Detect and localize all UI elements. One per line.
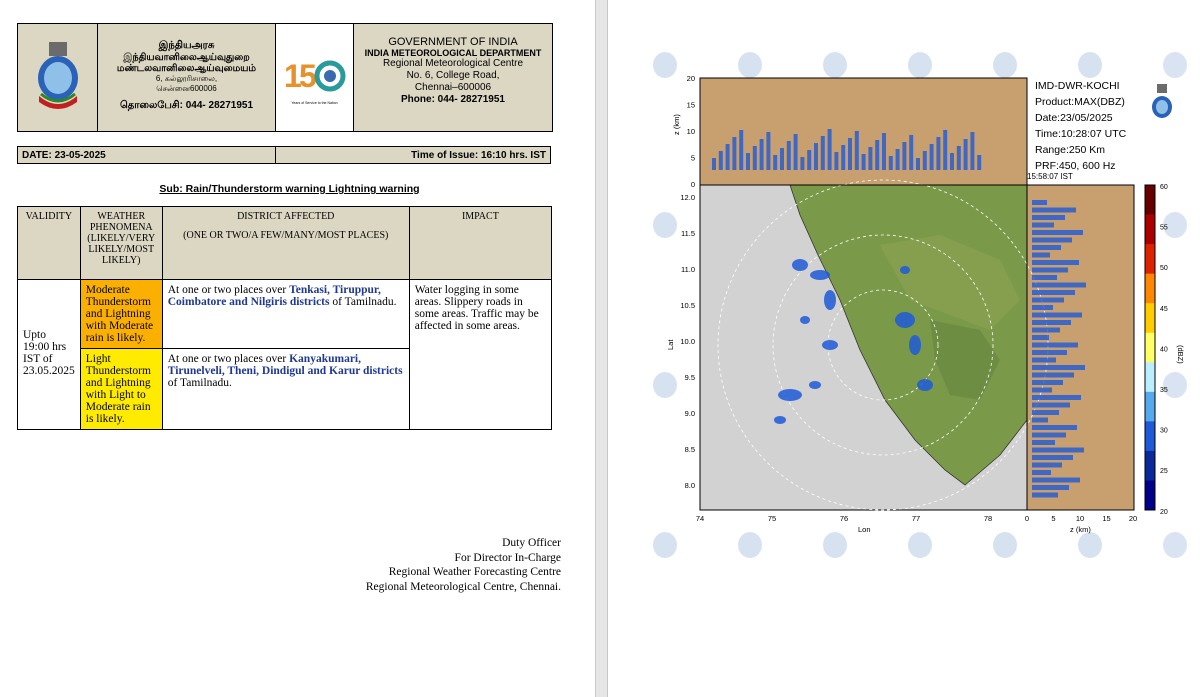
z-tick-label: 10: [686, 127, 695, 136]
lat-axis-label: Lat: [666, 339, 675, 350]
z-echo-column: [726, 144, 730, 170]
colorbar-tick-label: 30: [1160, 427, 1168, 435]
side-echo-row: [1032, 290, 1075, 295]
side-echo-row: [1032, 298, 1064, 303]
zx-tick-label: 20: [1128, 514, 1138, 523]
side-echo-row: [1032, 365, 1085, 370]
side-echo-row: [1032, 448, 1084, 453]
validity-cell: Upto 19:00 hrs IST of 23.05.2025: [18, 280, 81, 430]
watermark-emblem-icon: [738, 52, 762, 78]
svg-text:1: 1: [283, 57, 302, 94]
side-echo-row: [1032, 395, 1081, 400]
radar-info: [1035, 78, 1126, 174]
radar-date: Date:23/05/2025: [1035, 112, 1113, 124]
side-echo-row: [1032, 328, 1060, 333]
echo-cell: [895, 312, 915, 328]
side-echo-row: [1032, 313, 1082, 318]
gov-phone: Phone: 044- 28271951: [401, 94, 505, 105]
z-echo-column: [909, 135, 913, 170]
imd-small-emblem-icon: [1152, 84, 1172, 118]
z-echo-column: [732, 137, 736, 170]
z-echo-column: [902, 142, 906, 170]
zx-tick-label: 15: [1102, 514, 1111, 523]
echo-cell: [810, 270, 830, 280]
lon-tick-label: 74: [695, 514, 705, 523]
z-echo-column: [875, 140, 879, 170]
side-echo-row: [1032, 343, 1078, 348]
echo-cell: [809, 381, 821, 389]
radar-ist-time: 15:58:07 IST: [1027, 172, 1073, 181]
z-echo-column: [923, 151, 927, 170]
zx-tick-label: 10: [1075, 514, 1085, 523]
side-echo-row: [1032, 283, 1086, 288]
lat-tick-label: 10.0: [680, 337, 695, 346]
lat-tick-label: 10.5: [680, 301, 695, 310]
watermark-emblem-icon: [653, 532, 677, 558]
zx-tick-label: 0: [1024, 514, 1030, 523]
watermark-emblem-icon: [738, 532, 762, 558]
echo-cell: [824, 290, 836, 310]
side-echo-row: [1032, 463, 1062, 468]
z-echo-column: [896, 149, 900, 170]
z-echo-column: [828, 129, 832, 170]
watermark-emblem-icon: [1163, 52, 1187, 78]
side-echo-row: [1032, 455, 1073, 460]
district-prefix: At one or two places over: [167, 353, 290, 365]
date-label: DATE: 23-05-2025: [22, 149, 106, 161]
lat-tick-label: 9.5: [684, 373, 695, 382]
colorbar-segment: [1145, 362, 1155, 392]
signoff-line-3: Regional Weather Forecasting Centre: [388, 566, 561, 578]
validity-header: VALIDITY: [18, 207, 81, 280]
lat-tick-label: 11.5: [680, 229, 695, 238]
colorbar-tick-label: 45: [1160, 305, 1168, 313]
z-echo-column: [889, 156, 893, 170]
phenomena-light-cell: Light Thunderstorm and Lightning with Light to Moderate rain is likely.: [80, 349, 162, 430]
colorbar-tick-label: 20: [1160, 508, 1168, 516]
district-suffix: of Tamilnadu.: [167, 377, 232, 389]
z-echo-column: [855, 131, 859, 170]
side-echo-row: [1032, 260, 1079, 265]
side-echo-row: [1032, 410, 1059, 415]
z-echo-column: [794, 134, 798, 170]
colorbar-segment: [1145, 333, 1155, 363]
z-echo-column: [964, 139, 968, 170]
side-echo-row: [1032, 380, 1063, 385]
echo-cell: [917, 379, 933, 391]
side-echo-row: [1032, 320, 1071, 325]
tamil-line-3: மண்டலவானிலைஆய்வுமையம்: [116, 63, 257, 74]
colorbar-tick-label: 35: [1160, 387, 1168, 394]
side-echo-row: [1032, 440, 1055, 445]
signoff-line-4: Regional Meteorological Centre, Chennai.: [365, 580, 561, 593]
impact-cell: Water logging in some areas. Slippery roads in some areas. Traffic may be affected in some areas.: [409, 280, 551, 430]
lon-tick-label: 78: [983, 514, 993, 523]
side-echo-row: [1032, 418, 1048, 423]
colorbar-segment: [1145, 215, 1155, 245]
side-echo-row: [1032, 253, 1050, 258]
svg-text:5: 5: [298, 57, 317, 94]
z-echo-column: [977, 155, 981, 170]
side-echo-row: [1032, 208, 1076, 213]
z-echo-column: [943, 130, 947, 170]
side-echo-row: [1032, 230, 1083, 235]
side-echo-row: [1032, 215, 1065, 220]
z-tick-label: 15: [686, 100, 695, 110]
z-echo-column: [916, 158, 920, 170]
z-axis-bottom-label: z (km): [1070, 525, 1091, 534]
anniversary-caption: Years of Service to the Nation: [291, 100, 338, 105]
watermark-emblem-icon: [908, 52, 932, 78]
colorbar-segment: [1145, 392, 1155, 422]
z-echo-column: [807, 150, 811, 170]
lat-tick-label: 8.5: [684, 445, 695, 454]
side-echo-row: [1032, 433, 1066, 438]
z-tick-label: 5: [690, 153, 695, 163]
watermark-emblem-icon: [653, 372, 677, 398]
radar-prf: PRF:450, 600 Hz: [1035, 160, 1116, 172]
zx-tick-label: 5: [1051, 514, 1056, 523]
tamil-line-5: சென்னை600006: [156, 84, 217, 93]
watermark-emblem-icon: [1078, 532, 1102, 558]
side-echo-row: [1032, 493, 1058, 498]
z-echo-column: [719, 151, 723, 170]
signoff-line-1: Duty Officer: [502, 537, 561, 549]
radar-station: IMD-DWR-KOCHI: [1035, 80, 1120, 92]
z-tick-label: 20: [686, 74, 695, 83]
lat-tick-label: 8.0: [684, 481, 695, 490]
tamil-phone: தொலைபேசி: 044- 28271951: [119, 100, 254, 111]
subject-line: Sub: Rain/Thunderstorm warning Lightning warning: [159, 183, 420, 195]
watermark-emblem-icon: [653, 52, 677, 78]
side-echo-row: [1032, 403, 1070, 408]
side-echo-row: [1032, 245, 1061, 250]
echo-cell: [909, 335, 921, 355]
watermark-emblem-icon: [993, 532, 1017, 558]
z-tick-label: 0: [690, 180, 695, 189]
lon-axis-label: Lon: [858, 525, 871, 534]
z-echo-column: [848, 138, 852, 170]
echo-cell: [822, 340, 838, 350]
side-echo-row: [1032, 485, 1069, 490]
side-echo-row: [1032, 470, 1051, 475]
z-echo-column: [970, 132, 974, 170]
district-names: Tenkasi, Tiruppur, Coimbatore and Nilgiris districts: [167, 284, 381, 308]
radar-time: Time:10:28:07 UTC: [1035, 128, 1127, 140]
side-echo-row: [1032, 238, 1072, 243]
echo-cell: [778, 389, 802, 401]
z-echo-column: [841, 145, 845, 170]
colorbar-segment: [1145, 480, 1155, 510]
z-echo-column: [712, 158, 716, 170]
z-echo-column: [739, 130, 743, 170]
z-echo-column: [834, 152, 838, 170]
side-echo-row: [1032, 425, 1077, 430]
colorbar-segment: [1145, 303, 1155, 333]
colorbar-tick-label: 50: [1160, 265, 1168, 273]
issue-time-label: Time of Issue: 16:10 hrs. IST: [411, 149, 546, 161]
side-echo-row: [1032, 350, 1067, 355]
colorbar-segment: [1145, 274, 1155, 304]
colorbar-tick-label: 60: [1160, 184, 1168, 191]
side-echo-row: [1032, 268, 1068, 273]
echo-cell: [774, 416, 786, 424]
district-prefix: At one or two places over: [167, 284, 290, 296]
z-echo-column: [862, 154, 866, 170]
z-echo-column: [936, 137, 940, 170]
watermark-emblem-icon: [823, 52, 847, 78]
lon-tick-label: 77: [911, 514, 921, 523]
echo-cell: [800, 316, 810, 324]
phenomena-header: WEATHER PHENOMENA (LIKELY/VERY LIKELY/MOST LIKELY): [80, 207, 162, 280]
radar-range: Range:250 Km: [1035, 144, 1106, 156]
gov-line-1: GOVERNMENT OF INDIA: [388, 36, 518, 48]
z-echo-column: [746, 153, 750, 170]
watermark-emblem-icon: [1163, 532, 1187, 558]
district-header-sub: (ONE OR TWO/A FEW/MANY/MOST PLACES): [183, 230, 389, 241]
z-echo-column: [821, 136, 825, 170]
side-echo-row: [1032, 335, 1049, 340]
district-suffix: of Tamilnadu.: [329, 296, 397, 308]
watermark-emblem-icon: [908, 532, 932, 558]
watermark-emblem-icon: [1078, 52, 1102, 78]
lat-tick-label: 11.0: [680, 265, 695, 274]
z-echo-column: [957, 146, 961, 170]
side-echo-row: [1032, 275, 1057, 280]
z-echo-column: [882, 133, 886, 170]
watermark-emblem-icon: [653, 212, 677, 238]
watermark-emblem-icon: [993, 52, 1017, 78]
gov-line-4: No. 6, College Road,: [406, 70, 500, 81]
side-echo-row: [1032, 478, 1080, 483]
z-echo-column: [930, 144, 934, 170]
gov-line-2: INDIA METEOROLOGICAL DEPARTMENT: [364, 48, 542, 58]
signoff-line-2: For Director In-Charge: [454, 551, 561, 564]
district-header-title: DISTRICT AFFECTED: [237, 211, 335, 222]
colorbar-tick-label: 25: [1160, 468, 1168, 476]
colorbar-segment: [1145, 421, 1155, 451]
colorbar-segment: [1145, 185, 1155, 215]
side-echo-row: [1032, 373, 1074, 378]
z-echo-column: [950, 153, 954, 170]
side-echo-row: [1032, 200, 1047, 205]
echo-cell: [792, 259, 808, 271]
z-echo-column: [780, 148, 784, 170]
colorbar-label: (dBZ): [1176, 345, 1185, 364]
side-echo-row: [1032, 358, 1056, 363]
watermark-emblem-icon: [823, 532, 847, 558]
district-names: Kanyakumari, Tirunelveli, Theni, Dindigul and Karur districts: [167, 353, 403, 377]
lat-tick-label: 12.0: [680, 193, 695, 202]
colorbar-tick-label: 40: [1160, 346, 1168, 354]
lat-tick-label: 9.0: [684, 409, 695, 418]
z-axis-left-label: z (km): [672, 114, 681, 135]
z-echo-column: [753, 146, 757, 170]
z-echo-column: [787, 141, 791, 170]
colorbar-segment: [1145, 244, 1155, 274]
z-echo-column: [800, 157, 804, 170]
radar-product: Product:MAX(DBZ): [1035, 96, 1125, 108]
phenomena-moderate-cell: Moderate Thunderstorm and Lightning with Moderate rain is likely.: [80, 280, 162, 349]
tamil-line-2: இந்தியவானிலைஆய்வுதுறை: [123, 52, 250, 63]
gov-line-3: Regional Meteorological Centre: [382, 58, 524, 69]
echo-cell: [900, 266, 910, 274]
impact-header: IMPACT: [409, 207, 551, 280]
tamil-line-1: இந்தியஅரசு: [158, 40, 215, 51]
z-echo-column: [766, 132, 770, 170]
colorbar-segment: [1145, 451, 1155, 481]
z-echo-column: [814, 143, 818, 170]
z-echo-column: [760, 139, 764, 170]
colorbar-tick-label: 55: [1160, 224, 1168, 232]
side-echo-row: [1032, 305, 1053, 310]
gov-line-5: Chennai–600006: [414, 82, 492, 93]
tamil-line-4: 6, கல்லூரிசாலை,: [155, 74, 218, 83]
watermark-emblem-icon: [1163, 372, 1187, 398]
side-echo-row: [1032, 223, 1054, 228]
side-echo-row: [1032, 388, 1052, 393]
z-echo-column: [773, 155, 777, 170]
lon-tick-label: 76: [839, 514, 849, 523]
dbz-colorbar: [1145, 184, 1168, 516]
lon-tick-label: 75: [767, 514, 777, 523]
z-echo-column: [868, 147, 872, 170]
